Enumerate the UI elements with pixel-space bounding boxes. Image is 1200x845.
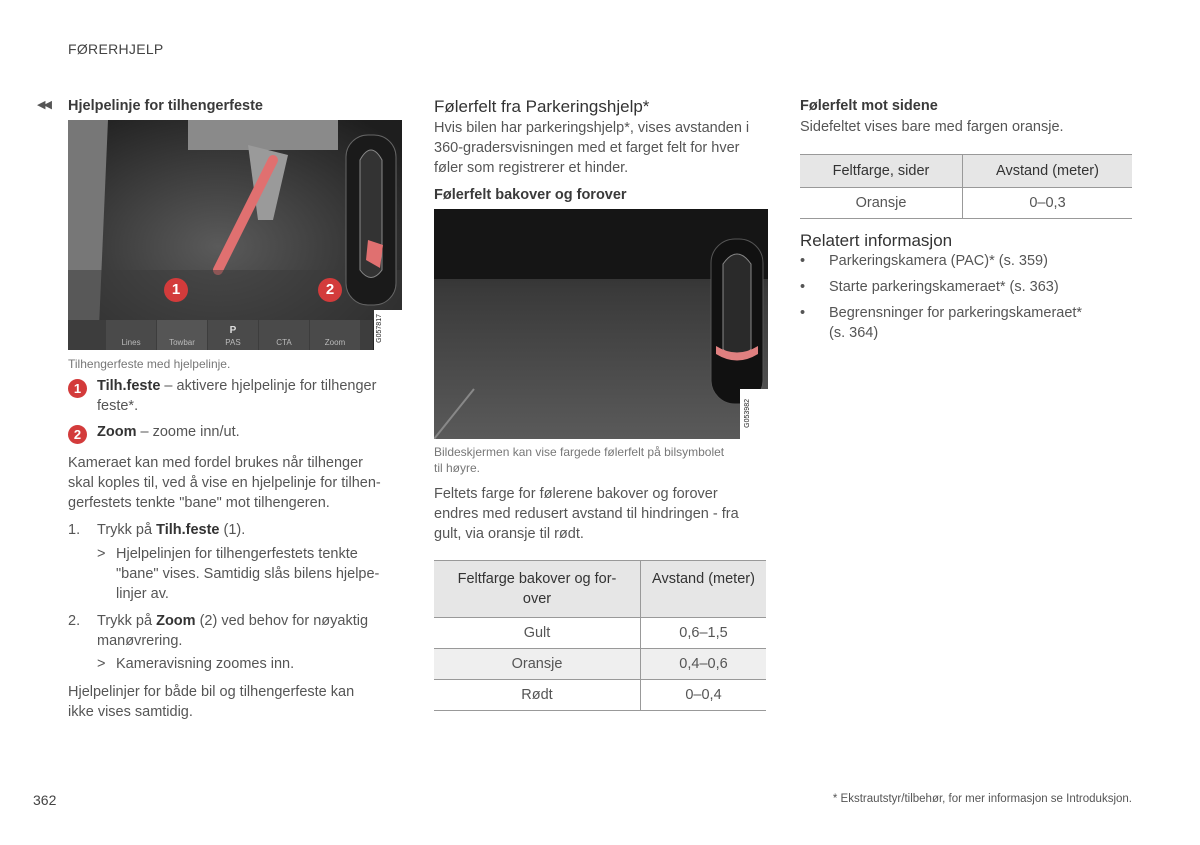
cam-button-cta[interactable]: CTA: [276, 338, 292, 347]
table-cell: 0,6–1,5: [641, 618, 767, 649]
table-cell: 0–0,4: [641, 680, 767, 711]
closing-line: Hjelpelinjer for både bil og tilhengerfeste kan: [68, 684, 355, 700]
result-marker: >: [97, 656, 106, 672]
callout-1-badge: 1: [68, 379, 87, 398]
towbar-camera-image: [68, 120, 402, 350]
color-line: gult, via oransje til rødt.: [434, 526, 584, 542]
table-header: Avstand (meter): [963, 155, 1133, 188]
related-heading: Relatert informasjon: [800, 231, 953, 250]
related-list: [800, 251, 1140, 343]
page-number: 362: [33, 792, 57, 808]
step-2: [68, 611, 408, 651]
intro-paragraph: [68, 453, 408, 513]
parking-sensor-heading: Følerfelt fra Parkeringshjelp*: [434, 97, 650, 116]
callout-1-text: – aktivere hjelpelinje for tilhenger: [160, 378, 377, 394]
parking-intro-line: Hvis bilen har parkeringshjelp*, vises avstanden i: [434, 120, 750, 136]
intro-line: Kameraet kan med fordel brukes når tilhenger: [68, 455, 363, 471]
callout-1: [68, 376, 408, 416]
callout-2-key: Zoom: [97, 424, 137, 440]
cam-button-zoom[interactable]: Zoom: [324, 338, 346, 347]
result-line: Kameravisning zoomes inn.: [116, 656, 295, 672]
step-2-post: (2) ved behov for nøyaktig: [195, 613, 369, 629]
step-1-result: [97, 544, 397, 604]
caption-line: Bildeskjermen kan vise fargede følerfelt på bilsymbolet: [434, 445, 725, 459]
related-link[interactable]: [800, 277, 1140, 297]
parking-intro-line: føler som registrerer et hinder.: [434, 160, 629, 176]
table-row: [800, 188, 1132, 219]
parking-intro: [434, 118, 774, 178]
step-2-number: 2.: [68, 613, 81, 629]
result-line: Hjelpelinjen for tilhengerfestets tenkte: [116, 546, 358, 562]
pas-icon: P: [229, 325, 237, 336]
callout-2-text: – zoome inn/ut.: [136, 424, 240, 440]
header-line: over: [522, 591, 552, 607]
figure-caption: Tilhengerfeste med hjelpelinje.: [68, 357, 231, 371]
cam-button-lines[interactable]: Lines: [121, 338, 141, 347]
side-sensor-heading: Følerfelt mot sidene: [800, 98, 938, 114]
related-link-text[interactable]: (s. 364): [829, 325, 879, 341]
table-row: [434, 618, 766, 649]
table-cell: Rødt: [434, 680, 641, 711]
cam-button-towbar[interactable]: Towbar: [169, 338, 195, 347]
callout-badge-1: 1: [164, 278, 188, 302]
bullet-icon: •: [800, 305, 806, 321]
color-line: Feltets farge for følerene bakover og forover: [434, 486, 718, 502]
callout-2: [68, 422, 408, 442]
table-cell: Oransje: [800, 188, 963, 219]
towbar-camera-figure: [68, 120, 402, 350]
figure-code: G057817: [376, 314, 383, 343]
closing-paragraph: [68, 682, 408, 722]
table-header-row: [800, 155, 1132, 188]
figure-code: G053982: [744, 399, 751, 428]
step-1-post: (1).: [219, 522, 246, 538]
table-row: [434, 680, 766, 711]
header-line: Feltfarge bakover og for-: [457, 571, 617, 587]
step-2-result: [97, 654, 397, 674]
step-1: [68, 520, 408, 540]
related-link[interactable]: [800, 251, 1140, 271]
side-sensor-intro: Sidefeltet vises bare med fargen oransje.: [800, 119, 1064, 135]
related-link-text[interactable]: Parkeringskamera (PAC)* (s. 359): [829, 253, 1048, 269]
back-nav-icon[interactable]: ◀◀: [37, 99, 50, 111]
closing-line: ikke vises samtidig.: [68, 704, 193, 720]
table-cell: 0–0,3: [963, 188, 1133, 219]
table-row: [434, 649, 766, 680]
step-2-pre: Trykk på: [97, 613, 157, 629]
bullet-icon: •: [800, 253, 806, 269]
table-cell: 0,4–0,6: [641, 649, 767, 680]
intro-line: gerfestets tenkte "bane" mot tilhengeren.: [68, 495, 330, 511]
step-1-pre: Trykk på: [97, 522, 157, 538]
cam-button-pas[interactable]: PAS: [225, 338, 241, 347]
step-2-line2: manøvrering.: [97, 633, 183, 649]
sensor-figure-caption: [434, 444, 774, 476]
color-paragraph: [434, 484, 774, 544]
related-link-text[interactable]: Begrensninger for parkeringskameraet*: [829, 305, 1083, 321]
table-header: [434, 561, 641, 618]
step-1-number: 1.: [68, 522, 81, 538]
table-header: Avstand (meter): [641, 561, 767, 618]
rear-front-table: [434, 560, 766, 711]
related-link[interactable]: [800, 303, 1140, 343]
towbar-heading: Hjelpelinje for tilhengerfeste: [68, 98, 263, 114]
callout-badge-2: 2: [318, 278, 342, 302]
rear-front-subheading: Følerfelt bakover og forover: [434, 187, 627, 203]
result-marker: >: [97, 546, 106, 562]
related-link-text[interactable]: Starte parkeringskameraet* (s. 363): [829, 279, 1059, 295]
callout-1-line2: feste*.: [97, 398, 139, 414]
callout-2-badge: 2: [68, 425, 87, 444]
callout-1-key: Tilh.feste: [97, 378, 161, 394]
table-header: Feltfarge, sider: [800, 155, 963, 188]
table-header-row: [434, 561, 766, 618]
table-cell: Gult: [434, 618, 641, 649]
result-line: "bane" vises. Samtidig slås bilens hjelpe-: [116, 566, 380, 582]
step-2-key: Zoom: [156, 613, 196, 629]
step-1-key: Tilh.feste: [156, 522, 220, 538]
result-line: linjer av.: [116, 586, 169, 602]
side-table: [800, 154, 1132, 219]
caption-line: til høyre.: [434, 461, 481, 475]
color-line: endres med redusert avstand til hindringen - fra: [434, 506, 739, 522]
sensor-camera-figure: [434, 209, 768, 439]
footnote: * Ekstrautstyr/tilbehør, for mer informasjon se Introduksjon.: [832, 793, 1132, 805]
table-cell: Oransje: [434, 649, 641, 680]
intro-line: skal koples til, ved å vise en hjelpelinje for tilhen-: [68, 475, 381, 491]
bullet-icon: •: [800, 279, 806, 295]
sensor-camera-image: [434, 209, 768, 439]
parking-intro-line: 360-gradersvisningen med et farget felt for hver: [434, 140, 740, 156]
section-title: FØRERHJELP: [68, 41, 164, 57]
